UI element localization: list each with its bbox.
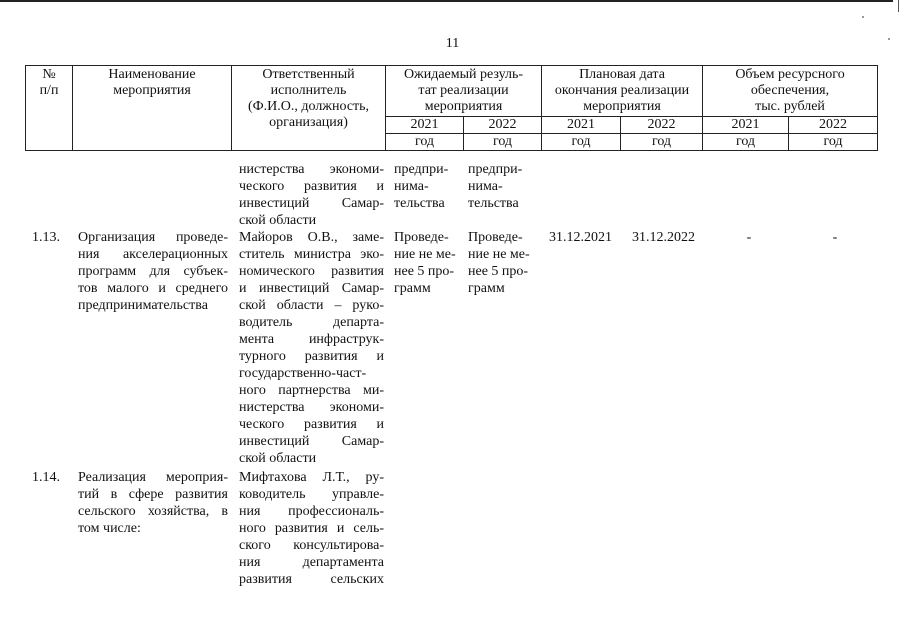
header-volume-2021: 2021 год bbox=[703, 117, 789, 151]
header-col-volume: Объем ресурсного обеспечения, тыс. рублей bbox=[703, 66, 878, 117]
header-col-result: Ожидаемый резуль- тат реализации мероприятия bbox=[386, 66, 542, 117]
header-col-responsible: Ответственный исполнитель (Ф.И.О., должность, организация) bbox=[232, 66, 386, 151]
continued-result-2021: предпри- нима- тельства bbox=[394, 162, 449, 211]
header-volume-2022: 2022 год bbox=[789, 117, 878, 151]
row-1-13-number: 1.13. bbox=[32, 230, 60, 245]
row-1-13-volume-2021: - bbox=[746, 230, 752, 245]
row-1-13-date-2021: 31.12.2021 bbox=[549, 230, 612, 245]
row-1-13-result-2021: Проведе- ние не ме- нее 5 про- грамм bbox=[394, 230, 456, 296]
header-result-2021: 2021 год bbox=[386, 117, 464, 151]
header-col-name: Наименование мероприятия bbox=[73, 66, 232, 151]
row-1-14-responsible: Мифтахова Л.Т., ру- ководитель управле- ния профессиональ- ного развития и сель- ского консультирова- ния департамента развития сельских bbox=[239, 470, 384, 587]
header-result-2022: 2022 год bbox=[464, 117, 542, 151]
continued-result-2022: предпри- нима- тельства bbox=[468, 162, 523, 211]
scan-speck bbox=[888, 38, 890, 40]
header-col-number: № п/п bbox=[26, 66, 73, 151]
row-1-13-date-2022: 31.12.2022 bbox=[632, 230, 695, 245]
header-date-2022: 2022 год bbox=[621, 117, 703, 151]
page-number: 11 bbox=[445, 36, 460, 51]
row-1-13-result-2022: Проведе- ние не ме- нее 5 про- грамм bbox=[468, 230, 530, 296]
scan-speck bbox=[862, 16, 864, 18]
row-1-14-number: 1.14. bbox=[32, 470, 60, 485]
row-1-13-name: Организация проведе- ния акселерационных программ для субъек- тов малого и среднего предпринимательства bbox=[78, 230, 228, 313]
header-date-2021: 2021 год bbox=[542, 117, 621, 151]
row-1-14-name: Реализация мероприя- тий в сфере развития сельского хозяйства, в том числе: bbox=[78, 470, 228, 536]
row-1-13-responsible: Майоров О.В., заме- ститель министра эко- номического развития и инвестиций Самар- ской области – руко- водитель департа- мента инфраструк- турного развития и государственно-част- ного партнерства ми- нистерства экономи- ческого развития и инвестиций Самар- ской области bbox=[239, 230, 384, 466]
header-col-date: Плановая дата окончания реализации мероприятия bbox=[542, 66, 703, 117]
row-1-13-volume-2022: - bbox=[832, 230, 838, 245]
continued-responsible: нистерства экономи- ческого развития и инвестиций Самар- ской области bbox=[239, 162, 384, 228]
